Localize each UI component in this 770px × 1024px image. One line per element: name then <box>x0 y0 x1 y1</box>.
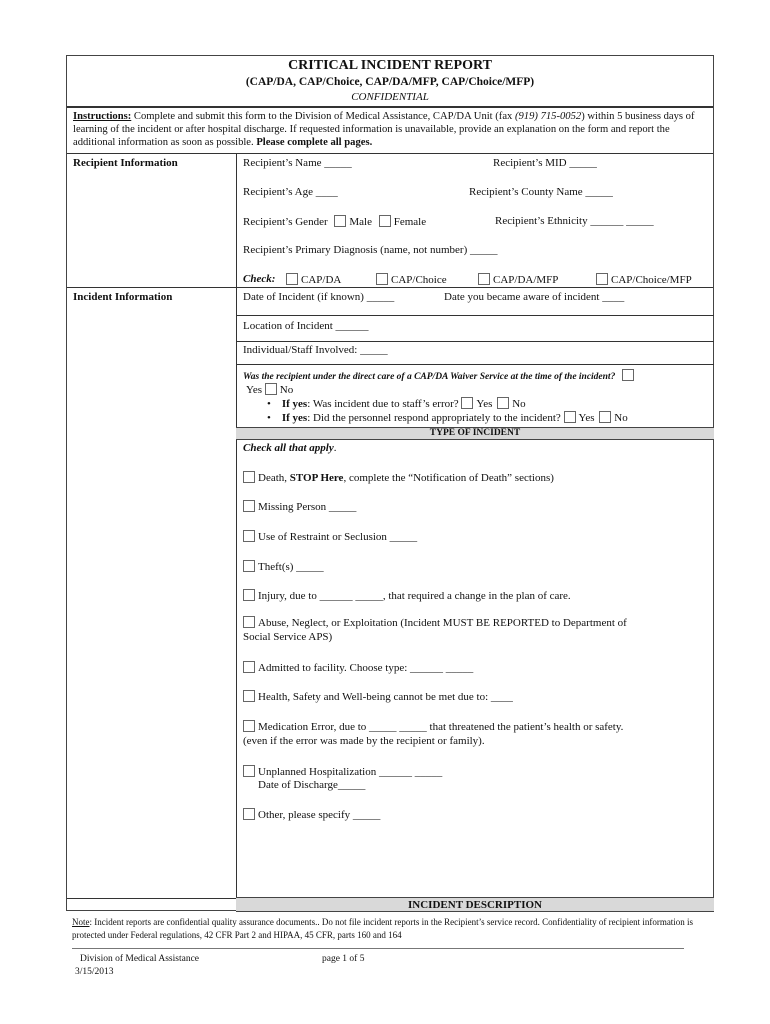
hospitalization-checkbox[interactable] <box>243 765 255 777</box>
theft-label: Theft(s) _____ <box>258 561 324 573</box>
staff-error-row: • If yes: Was incident due to staff’s error? Yes No <box>267 398 526 410</box>
cap-choice-checkbox[interactable] <box>376 273 388 285</box>
cap-da-mfp-label: CAP/DA/MFP <box>493 274 559 286</box>
instructions-text-2: ) within 5 business days of learning of the incident or after hospital discharge. If requested information is unavailable, provide an explanation on the form and report the additional information as soon as possible. <box>73 111 695 148</box>
direct-care-answer-row <box>246 383 293 396</box>
personnel-question: : Did the personnel respond appropriately to the incident? <box>307 412 561 424</box>
incident-description-bar: INCIDENT DESCRIPTION <box>236 897 714 912</box>
death-checkbox[interactable] <box>243 471 255 483</box>
medication-checkbox[interactable] <box>243 720 255 732</box>
death-label: Death, <box>258 472 290 484</box>
injury-option <box>243 589 571 602</box>
abuse-checkbox[interactable] <box>243 616 255 628</box>
medication-label: Medication Error, due to _____ _____ that threatened the patient’s health or safety. <box>258 721 624 733</box>
injury-label: Injury, due to ______ _____, that required a change in the plan of care. <box>258 590 571 602</box>
restraint-option <box>243 530 417 543</box>
instructions-emphasis: Please complete all pages. <box>256 137 373 148</box>
theft-checkbox[interactable] <box>243 560 255 572</box>
other-label: Other, please specify _____ <box>258 809 381 821</box>
direct-care-question <box>243 369 637 382</box>
missing-person-option <box>243 500 356 513</box>
direct-care-yes-checkbox[interactable] <box>265 383 277 395</box>
health-option <box>243 690 513 703</box>
medication-label-cont: (even if the error was made by the recipient or family). <box>243 735 485 747</box>
personnel-no-checkbox[interactable] <box>599 411 611 423</box>
type-of-incident-bar: TYPE OF INCIDENT <box>236 427 714 440</box>
abuse-option <box>243 616 627 629</box>
footer-rule <box>72 948 684 949</box>
header-divider <box>67 106 713 108</box>
cap-da-mfp-checkbox[interactable] <box>478 273 490 285</box>
row-divider <box>67 898 236 899</box>
cap-choice-mfp-checkbox[interactable] <box>596 273 608 285</box>
recipient-diagnosis-field[interactable]: Recipient’s Primary Diagnosis (name, not number) _____ <box>243 244 498 256</box>
incident-location-field[interactable]: Location of Incident ______ <box>243 320 369 332</box>
recipient-ethnicity-field[interactable]: Recipient’s Ethnicity ______ _____ <box>495 215 654 227</box>
discharge-date-field[interactable]: Date of Discharge_____ <box>258 779 366 791</box>
staff-error-no-label: No <box>512 398 526 410</box>
restraint-label: Use of Restraint or Seclusion _____ <box>258 531 418 543</box>
admitted-option <box>243 661 473 674</box>
theft-option <box>243 560 324 573</box>
missing-person-checkbox[interactable] <box>243 500 255 512</box>
recipient-age-field[interactable]: Recipient’s Age ____ <box>243 186 338 198</box>
footer-page-number: page 1 of 5 <box>322 954 365 964</box>
footer-division: Division of Medical Assistance <box>80 954 199 964</box>
other-checkbox[interactable] <box>243 808 255 820</box>
stop-here-label: STOP Here <box>289 472 344 484</box>
program-option-1 <box>286 273 341 286</box>
hospitalization-option <box>243 765 442 778</box>
row-divider <box>236 364 714 365</box>
cap-choice-label: CAP/Choice <box>391 274 447 286</box>
missing-person-label: Missing Person _____ <box>258 501 357 513</box>
check-label: Check: <box>243 273 276 285</box>
injury-checkbox[interactable] <box>243 589 255 601</box>
row-divider <box>67 287 713 288</box>
form-title: CRITICAL INCIDENT REPORT <box>288 58 492 73</box>
staff-error-yes-label: Yes <box>476 398 493 410</box>
recipient-gender-row <box>243 215 426 228</box>
question-text: Was the recipient under the direct care of a CAP/DA Waiver Service at the time of the incident? <box>243 372 616 382</box>
program-option-2 <box>376 273 447 286</box>
row-divider <box>236 315 714 316</box>
form-subtitle: (CAP/DA, CAP/Choice, CAP/DA/MFP, CAP/Choice/MFP) <box>245 76 535 88</box>
recipient-county-field[interactable]: Recipient’s County Name _____ <box>469 186 613 198</box>
confidential-label: CONFIDENTIAL <box>351 91 429 103</box>
program-option-3 <box>478 273 558 286</box>
form-page <box>66 55 714 911</box>
cap-choice-mfp-label: CAP/Choice/MFP <box>611 274 692 286</box>
if-yes-1-label: If yes <box>281 398 308 410</box>
cap-da-label: CAP/DA <box>301 274 342 286</box>
note-label: Note <box>72 917 90 927</box>
confidentiality-note <box>72 916 712 942</box>
personnel-yes-checkbox[interactable] <box>564 411 576 423</box>
instructions-text-1: Complete and submit this form to the Division of Medical Assistance, CAP/DA Unit (fax <box>131 111 515 122</box>
abuse-label: Abuse, Neglect, or Exploitation (Incident MUST BE REPORTED to Department of <box>258 617 627 629</box>
involved-field[interactable]: Individual/Staff Involved: _____ <box>243 344 388 356</box>
death-note: , complete the “Notification of Death” sections) <box>343 472 554 484</box>
admitted-checkbox[interactable] <box>243 661 255 673</box>
no-label: No <box>279 384 294 396</box>
female-label: Female <box>393 216 427 228</box>
check-all-text: Check all that apply <box>243 442 334 454</box>
aware-date-field[interactable]: Date you became aware of incident ____ <box>444 291 625 303</box>
female-checkbox[interactable] <box>379 215 391 227</box>
row-divider <box>236 341 714 342</box>
program-option-4 <box>596 273 692 286</box>
staff-error-no-checkbox[interactable] <box>497 397 509 409</box>
personnel-yes-label: Yes <box>578 412 595 424</box>
if-yes-2-label: If yes <box>281 412 308 424</box>
death-option <box>243 471 554 484</box>
staff-error-yes-checkbox[interactable] <box>461 397 473 409</box>
male-label: Male <box>349 216 372 228</box>
recipient-name-field[interactable]: Recipient’s Name _____ <box>243 157 352 169</box>
incident-date-field[interactable]: Date of Incident (if known) _____ <box>243 291 395 303</box>
note-text: : Incident reports are confidential quality assurance documents.. Do not file incident reports in the Recipient’s service record. Confidentiality of recipient information is protected under Federal regulations, 42 CFR Part 2 and HIPAA, 45 CFR, parts 160 and 164 <box>72 917 694 940</box>
restraint-checkbox[interactable] <box>243 530 255 542</box>
medication-option <box>243 720 623 733</box>
row-divider <box>67 153 713 154</box>
incident-section-label: Incident Information <box>73 291 173 303</box>
recipient-mid-field[interactable]: Recipient’s MID _____ <box>493 157 597 169</box>
check-all-label: Check all that apply. <box>243 442 337 454</box>
column-divider <box>236 153 237 911</box>
hospitalization-label: Unplanned Hospitalization ______ _____ <box>258 766 443 778</box>
abuse-label-cont: Social Service APS) <box>243 631 333 643</box>
yes-label: Yes <box>246 384 263 396</box>
instructions <box>73 110 709 149</box>
fax-number: (919) 715-0052 <box>514 111 582 122</box>
health-checkbox[interactable] <box>243 690 255 702</box>
gender-label: Recipient’s Gender <box>243 216 328 228</box>
personnel-no-label: No <box>614 412 628 424</box>
admitted-label: Admitted to facility. Choose type: ______ _____ <box>258 662 474 674</box>
health-label: Health, Safety and Well-being cannot be met due to: ____ <box>258 691 513 703</box>
recipient-section-label: Recipient Information <box>73 157 178 169</box>
direct-care-checkbox[interactable] <box>622 369 634 381</box>
instructions-label: Instructions: <box>73 111 132 122</box>
personnel-response-row: • If yes: Did the personnel respond appropriately to the incident? Yes No <box>267 412 628 424</box>
other-option <box>243 808 380 821</box>
footer-date: 3/15/2013 <box>75 967 114 977</box>
staff-error-question: : Was incident due to staff’s error? <box>307 398 459 410</box>
male-checkbox[interactable] <box>334 215 346 227</box>
program-check-row <box>243 273 275 285</box>
cap-da-checkbox[interactable] <box>286 273 298 285</box>
